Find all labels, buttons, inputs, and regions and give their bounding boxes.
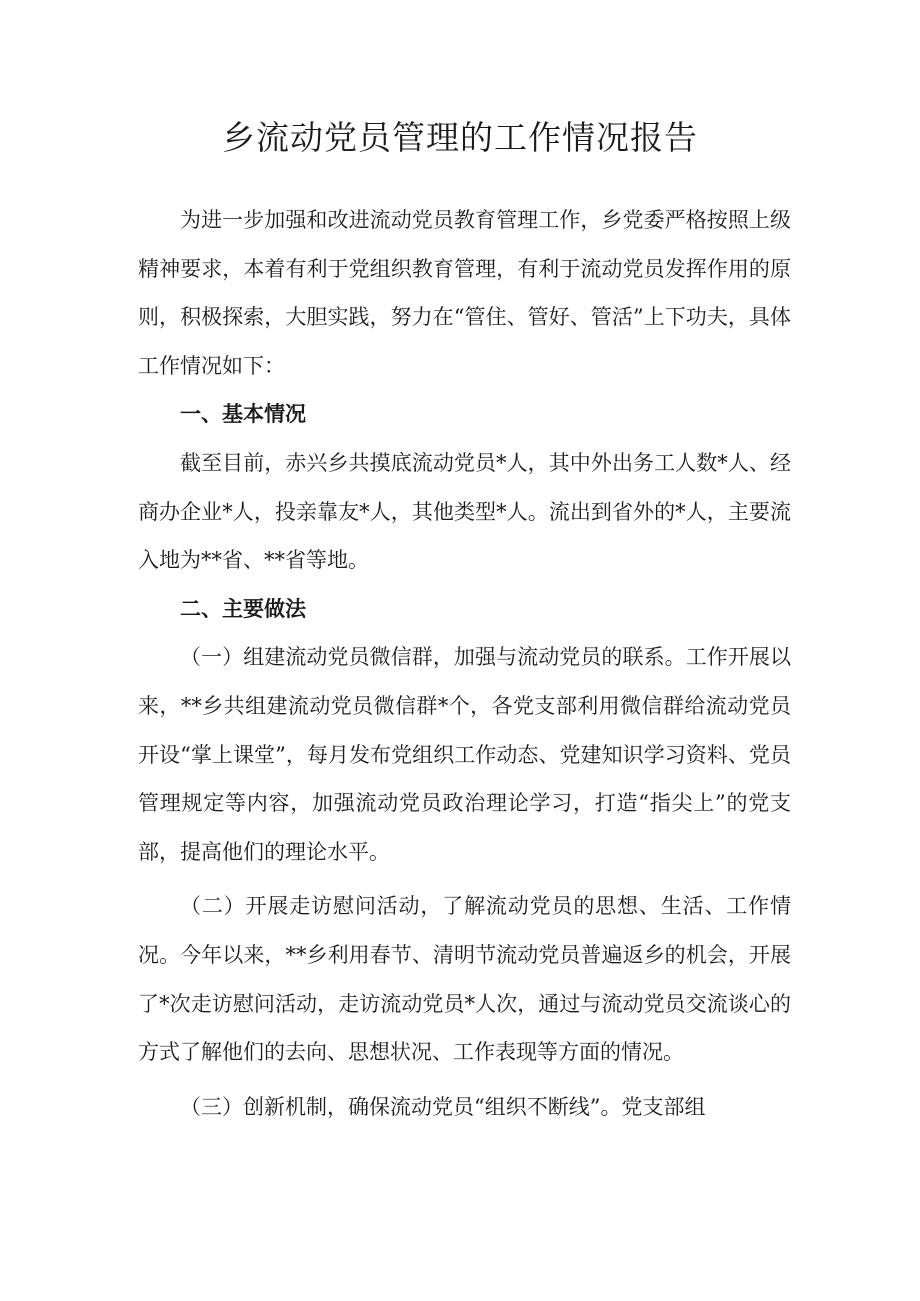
practice-item-3: （三）创新机制，确保流动党员“组织不断线”。党支部组 [180, 1094, 706, 1119]
practice-item-2: （二）开展走访慰问活动，了解流动党员的思想、生活、工作情况。今年以来，**乡利用春节、清明节流动党员普遍返乡的机会，开展了*次走访慰问活动，走访流动党员*人次，通过与流动党员交流谈心的方式了解他们的去向、思想状况、工作表现等方面的情况。 [138, 894, 791, 1065]
document-title: 乡流动党员管理的工作情况报告 [222, 118, 698, 157]
document-body [138, 196, 791, 1131]
intro-paragraph: 为进一步加强和改进流动党员教育管理工作，乡党委严格按照上级精神要求，本着有利于党组织教育管理，有利于流动党员发挥作用的原则，积极探索，大胆实践，努力在“管住、管好、管活”上下功夫，具体工作情况如下： [138, 208, 791, 378]
basic-situation-paragraph: 截至目前，赤兴乡共摸底流动党员*人，其中外出务工人数*人、经商办企业*人，投亲靠友*人，其他类型*人。流出到省外的*人，主要流入地为**省、**省等地。 [138, 450, 791, 573]
section-heading-basic: 一、基本情况 [180, 402, 306, 427]
section-heading-practices: 二、主要做法 [180, 596, 306, 621]
practice-item-1: （一）组建流动党员微信群，加强与流动党员的联系。工作开展以来，**乡共组建流动党员微信群*个，各党支部利用微信群给流动党员开设“掌上课堂”，每月发布党组织工作动态、党建知识学习资料、党员管理规定等内容，加强流动党员政治理论学习，打造“指尖上”的党支部，提高他们的理论水平。 [138, 645, 791, 864]
